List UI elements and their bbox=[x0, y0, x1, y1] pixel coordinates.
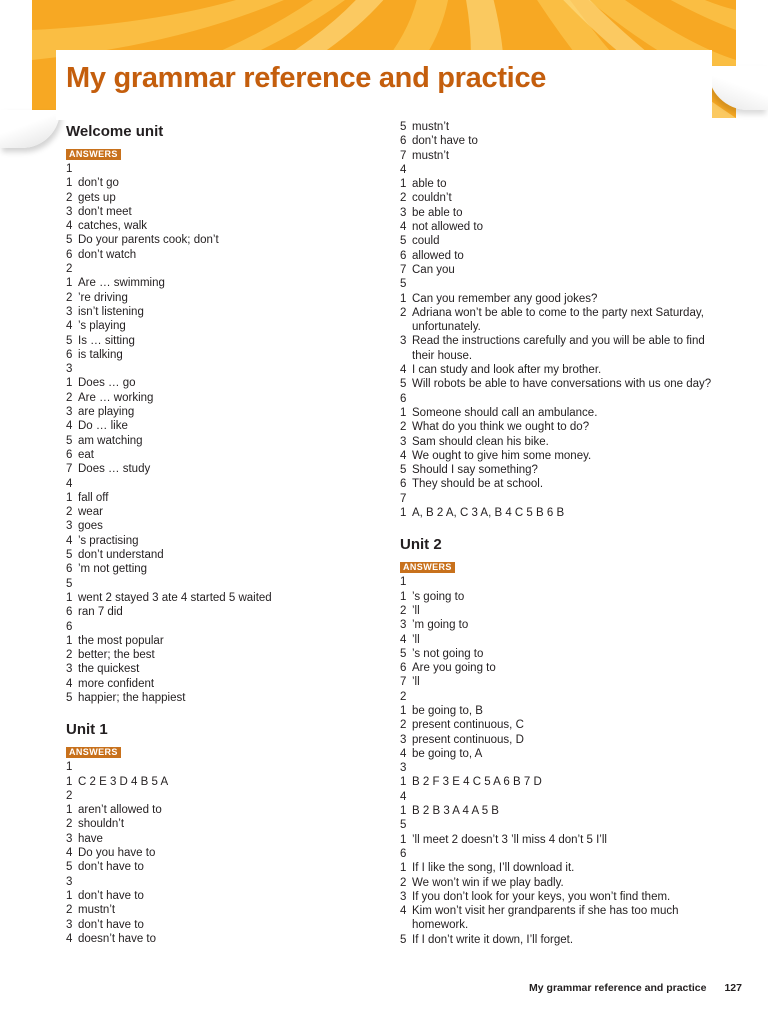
answer-text: are playing bbox=[78, 406, 135, 419]
item-number: 3 bbox=[66, 663, 73, 676]
answer-line bbox=[400, 134, 718, 148]
answer-line bbox=[400, 149, 718, 163]
answer-line bbox=[66, 903, 384, 917]
item-number: 3 bbox=[400, 619, 407, 632]
item-number: 1 bbox=[400, 776, 407, 789]
answer-text: present continuous, C bbox=[412, 719, 524, 732]
item-number: 4 bbox=[400, 747, 407, 760]
item-number: 5 bbox=[400, 647, 407, 660]
answer-line bbox=[66, 775, 384, 789]
answer-text: eat bbox=[78, 448, 94, 461]
item-number: 7 bbox=[66, 463, 73, 476]
item-number: 2 bbox=[66, 649, 73, 662]
exercise-number: 3 bbox=[400, 762, 407, 775]
answer-text: Someone should call an ambulance. bbox=[412, 406, 598, 419]
answer-text: mustn’t bbox=[78, 904, 116, 917]
item-number: 2 bbox=[66, 291, 73, 304]
item-number: 4 bbox=[66, 847, 73, 860]
answer-line bbox=[400, 675, 718, 689]
answer-text: catches, walk bbox=[78, 220, 148, 233]
item-number: 1 bbox=[400, 178, 407, 191]
answer-text: better; the best bbox=[78, 649, 155, 662]
answer-line bbox=[400, 206, 718, 220]
answer-text: ran 7 did bbox=[78, 606, 123, 619]
item-number: 3 bbox=[400, 335, 407, 348]
item-number: 1 bbox=[400, 862, 407, 875]
answer-line bbox=[400, 904, 718, 933]
answer-text: ’s not going to bbox=[412, 647, 484, 660]
answer-line bbox=[66, 918, 384, 932]
answer-line bbox=[400, 191, 718, 205]
item-number: 4 bbox=[66, 677, 73, 690]
answer-text: could bbox=[412, 235, 440, 248]
answer-line bbox=[66, 491, 384, 505]
answer-line bbox=[400, 718, 718, 732]
answer-line bbox=[66, 462, 384, 476]
page-title: My grammar reference and practice bbox=[66, 62, 547, 94]
answer-text: shouldn’t bbox=[78, 818, 125, 831]
answer-text: not allowed to bbox=[412, 221, 483, 234]
item-number: 5 bbox=[66, 861, 73, 874]
answer-line bbox=[66, 205, 384, 219]
answer-text: Does … study bbox=[78, 463, 151, 476]
answer-line bbox=[66, 662, 384, 676]
section-title: Unit 2 bbox=[400, 536, 442, 554]
exercise-number: 1 bbox=[66, 761, 73, 774]
item-number: 3 bbox=[66, 205, 73, 218]
item-number: 1 bbox=[400, 507, 407, 520]
answer-text: don’t understand bbox=[78, 549, 164, 562]
answer-text: mustn’t bbox=[412, 121, 450, 133]
item-number: 2 bbox=[400, 421, 407, 434]
answer-text: They should be at school. bbox=[412, 478, 544, 491]
answer-line bbox=[400, 618, 718, 632]
item-number: 5 bbox=[66, 434, 73, 447]
exercise-number: 7 bbox=[400, 492, 407, 505]
item-number: 2 bbox=[400, 876, 407, 889]
answer-line bbox=[66, 176, 384, 190]
left-column bbox=[66, 120, 384, 946]
exercise-number: 1 bbox=[66, 163, 73, 175]
item-number: 4 bbox=[400, 633, 407, 646]
exercise-number: 4 bbox=[400, 163, 407, 176]
answer-text: don’t have to bbox=[412, 135, 478, 148]
answer-line bbox=[400, 177, 718, 191]
answer-text: be going to, A bbox=[412, 747, 483, 760]
answer-text: ’ll meet 2 doesn’t 3 ’ll miss 4 don’t 5 I’ll bbox=[412, 833, 607, 846]
item-number: 1 bbox=[66, 634, 73, 647]
answer-text: able to bbox=[412, 178, 447, 191]
item-number: 3 bbox=[400, 435, 407, 448]
answer-line bbox=[400, 933, 718, 947]
item-number: 5 bbox=[400, 933, 407, 946]
answer-line bbox=[66, 305, 384, 319]
answer-line bbox=[400, 449, 718, 463]
item-number: 2 bbox=[66, 904, 73, 917]
item-number: 1 bbox=[400, 292, 407, 305]
answer-text: don’t have to bbox=[78, 918, 144, 931]
answer-text: is talking bbox=[78, 348, 123, 361]
answer-text: ’s playing bbox=[78, 320, 126, 333]
answer-text: Sam should clean his bike. bbox=[412, 435, 549, 448]
answer-text: If I like the song, I’ll download it. bbox=[412, 862, 575, 875]
answer-text: Do … like bbox=[78, 420, 128, 433]
answer-line bbox=[400, 420, 718, 434]
answer-line bbox=[400, 463, 718, 477]
item-number: 4 bbox=[66, 320, 73, 333]
answer-line bbox=[66, 832, 384, 846]
item-number: 6 bbox=[66, 606, 73, 619]
answer-line bbox=[400, 363, 718, 377]
answer-line bbox=[400, 406, 718, 420]
answer-text: Do you have to bbox=[78, 847, 156, 860]
item-number: 2 bbox=[400, 604, 407, 617]
answer-text: be going to, B bbox=[412, 704, 483, 717]
answer-text: don’t have to bbox=[78, 861, 144, 874]
item-number: 7 bbox=[400, 263, 407, 276]
answer-text: ’m not getting bbox=[78, 563, 148, 576]
answers-badge: ANSWERS bbox=[66, 149, 121, 160]
item-number: 3 bbox=[400, 890, 407, 903]
answer-text: went 2 stayed 3 ate 4 started 5 waited bbox=[78, 591, 272, 604]
answer-line bbox=[400, 435, 718, 449]
answer-line bbox=[400, 633, 718, 647]
answer-line bbox=[66, 605, 384, 619]
answer-line bbox=[66, 534, 384, 548]
answer-line bbox=[66, 817, 384, 831]
item-number: 1 bbox=[400, 590, 407, 603]
answer-line bbox=[66, 248, 384, 262]
answer-line bbox=[66, 634, 384, 648]
item-number: 2 bbox=[66, 391, 73, 404]
footer-title: My grammar reference and practice bbox=[529, 982, 707, 994]
item-number: 4 bbox=[400, 449, 407, 462]
item-number: 7 bbox=[400, 676, 407, 689]
exercise-number: 2 bbox=[66, 263, 73, 276]
answer-line bbox=[66, 391, 384, 405]
item-number: 3 bbox=[66, 520, 73, 533]
answer-line bbox=[66, 548, 384, 562]
answer-line bbox=[66, 376, 384, 390]
answers-row bbox=[400, 557, 718, 575]
item-number: 1 bbox=[66, 491, 73, 504]
answer-text: wear bbox=[78, 506, 103, 519]
answer-text: Are … swimming bbox=[78, 277, 165, 290]
item-number: 4 bbox=[400, 364, 407, 377]
exercise-number: 4 bbox=[66, 477, 73, 490]
item-number: 5 bbox=[66, 234, 73, 247]
answer-text: the most popular bbox=[78, 634, 164, 647]
answers-badge: ANSWERS bbox=[400, 562, 455, 573]
answer-text: Will robots be able to have conversations with us one day? bbox=[412, 378, 712, 391]
item-number: 6 bbox=[400, 662, 407, 675]
answer-line bbox=[66, 562, 384, 576]
section-title: Unit 1 bbox=[66, 721, 108, 739]
item-number: 6 bbox=[400, 478, 407, 491]
item-number: 3 bbox=[66, 305, 73, 318]
exercise-number: 5 bbox=[400, 278, 407, 291]
answer-line bbox=[66, 889, 384, 903]
answer-text: aren’t allowed to bbox=[78, 804, 162, 817]
answer-line bbox=[400, 590, 718, 604]
answer-text: ’re driving bbox=[78, 291, 128, 304]
answer-text: goes bbox=[78, 520, 103, 533]
answer-text: Can you remember any good jokes? bbox=[412, 292, 598, 305]
answer-line bbox=[66, 191, 384, 205]
item-number: 6 bbox=[400, 135, 407, 148]
answer-line bbox=[400, 861, 718, 875]
answer-text: ’s practising bbox=[78, 534, 139, 547]
answer-line bbox=[66, 519, 384, 533]
answer-text: am watching bbox=[78, 434, 143, 447]
answer-line bbox=[400, 733, 718, 747]
item-number: 1 bbox=[400, 406, 407, 419]
answer-text: ’ll bbox=[412, 676, 420, 689]
item-number: 6 bbox=[66, 348, 73, 361]
answer-text: more confident bbox=[78, 677, 155, 690]
item-number: 3 bbox=[66, 832, 73, 845]
answer-text: What do you think we ought to do? bbox=[412, 421, 590, 434]
answer-text: mustn’t bbox=[412, 149, 450, 162]
item-number: 4 bbox=[400, 905, 407, 918]
answer-text: don’t watch bbox=[78, 248, 137, 261]
item-number: 1 bbox=[66, 804, 73, 817]
item-number: 1 bbox=[400, 833, 407, 846]
answer-text: We won’t win if we play badly. bbox=[412, 876, 564, 889]
right-column bbox=[400, 120, 718, 947]
answer-text: Is … sitting bbox=[78, 334, 135, 347]
answer-line bbox=[400, 647, 718, 661]
answer-text: isn’t listening bbox=[78, 305, 144, 318]
exercise-number: 3 bbox=[66, 875, 73, 888]
answer-line bbox=[400, 120, 718, 134]
answer-text: the quickest bbox=[78, 663, 140, 676]
item-number: 5 bbox=[66, 549, 73, 562]
page-number: 127 bbox=[724, 982, 742, 994]
answer-line bbox=[400, 306, 718, 335]
answer-text: don’t go bbox=[78, 177, 119, 190]
answer-text: gets up bbox=[78, 191, 116, 204]
answer-text: Can you bbox=[412, 263, 455, 276]
exercise-number: 6 bbox=[66, 620, 73, 633]
answer-line bbox=[66, 291, 384, 305]
answer-line bbox=[66, 319, 384, 333]
exercise-number: 6 bbox=[400, 847, 407, 860]
answer-text: doesn’t have to bbox=[78, 932, 157, 945]
item-number: 4 bbox=[66, 220, 73, 233]
answer-text: happier; the happiest bbox=[78, 691, 186, 704]
answer-line bbox=[66, 648, 384, 662]
exercise-number: 2 bbox=[400, 690, 407, 703]
answer-text: If you don’t look for your keys, you won’t find them. bbox=[412, 890, 671, 903]
exercise-number: 3 bbox=[66, 363, 73, 376]
item-number: 5 bbox=[400, 235, 407, 248]
answer-line bbox=[400, 292, 718, 306]
answer-text: Does … go bbox=[78, 377, 136, 390]
answer-text: don’t have to bbox=[78, 889, 144, 902]
answer-text: A, B 2 A, C 3 A, B 4 C 5 B 6 B bbox=[412, 507, 565, 520]
answer-text: C 2 E 3 D 4 B 5 A bbox=[78, 775, 169, 788]
item-number: 5 bbox=[66, 691, 73, 704]
item-number: 7 bbox=[400, 149, 407, 162]
item-number: 4 bbox=[400, 221, 407, 234]
answers-row bbox=[66, 742, 384, 760]
answer-line bbox=[400, 876, 718, 890]
section-gap bbox=[66, 705, 384, 718]
answer-line bbox=[400, 833, 718, 847]
item-number: 5 bbox=[400, 378, 407, 391]
answer-text: allowed to bbox=[412, 249, 464, 262]
answer-text: ’ll bbox=[412, 604, 420, 617]
answer-line bbox=[66, 846, 384, 860]
item-number: 1 bbox=[66, 377, 73, 390]
answers-row bbox=[66, 144, 384, 162]
answer-text: I can study and look after my brother. bbox=[412, 364, 602, 377]
section-title: Welcome unit bbox=[66, 123, 164, 140]
item-number: 3 bbox=[400, 206, 407, 219]
answer-line bbox=[400, 604, 718, 618]
answer-line bbox=[400, 334, 718, 363]
exercise-number: 2 bbox=[66, 789, 73, 802]
answer-line bbox=[400, 263, 718, 277]
answer-text: B 2 F 3 E 4 C 5 A 6 B 7 D bbox=[412, 776, 542, 789]
page-curl-left bbox=[0, 110, 60, 148]
answer-line bbox=[66, 276, 384, 290]
answer-text: ’ll bbox=[412, 633, 420, 646]
item-number: 6 bbox=[66, 563, 73, 576]
answer-line bbox=[400, 234, 718, 248]
exercise-number: 5 bbox=[400, 819, 407, 832]
item-number: 5 bbox=[66, 334, 73, 347]
answer-line bbox=[400, 747, 718, 761]
answer-text: Are you going to bbox=[412, 662, 496, 675]
answer-line bbox=[400, 704, 718, 718]
answer-line bbox=[400, 775, 718, 789]
answer-line bbox=[400, 220, 718, 234]
answer-line bbox=[66, 860, 384, 874]
answer-text: Do your parents cook; don’t bbox=[78, 234, 219, 247]
item-number: 5 bbox=[400, 464, 407, 477]
answer-line bbox=[400, 249, 718, 263]
item-number: 2 bbox=[66, 506, 73, 519]
item-number: 3 bbox=[66, 918, 73, 931]
item-number: 1 bbox=[400, 704, 407, 717]
item-number: 1 bbox=[66, 775, 73, 788]
item-number: 3 bbox=[66, 406, 73, 419]
answers-badge: ANSWERS bbox=[66, 747, 121, 758]
answer-text: We ought to give him some money. bbox=[412, 449, 592, 462]
answer-line bbox=[66, 505, 384, 519]
item-number: 4 bbox=[66, 534, 73, 547]
answer-text: have bbox=[78, 832, 103, 845]
answer-line bbox=[400, 804, 718, 818]
answer-line bbox=[66, 591, 384, 605]
item-number: 1 bbox=[400, 805, 407, 818]
item-number: 1 bbox=[66, 177, 73, 190]
item-number: 1 bbox=[66, 591, 73, 604]
answer-text: Are … working bbox=[78, 391, 154, 404]
item-number: 1 bbox=[66, 277, 73, 290]
answer-text: present continuous, D bbox=[412, 733, 524, 746]
item-number: 4 bbox=[66, 932, 73, 945]
item-number: 3 bbox=[400, 733, 407, 746]
answer-text: ’s going to bbox=[412, 590, 465, 603]
answer-line bbox=[66, 334, 384, 348]
exercise-number: 1 bbox=[400, 576, 407, 589]
answer-text: Read the instructions carefully and you will be able to find their house. bbox=[412, 335, 705, 362]
answer-text: Kim won’t visit her grandparents if she has too much homework. bbox=[412, 905, 679, 932]
answer-line bbox=[400, 661, 718, 675]
answer-text: Adriana won’t be able to come to the party next Saturday, unfortunately. bbox=[412, 306, 704, 334]
page-footer bbox=[529, 982, 742, 994]
item-number: 6 bbox=[66, 448, 73, 461]
item-number: 2 bbox=[400, 719, 407, 732]
exercise-number: 5 bbox=[66, 577, 73, 590]
item-number: 1 bbox=[66, 889, 73, 902]
item-number: 2 bbox=[400, 192, 407, 205]
answer-line bbox=[66, 932, 384, 946]
answer-line bbox=[66, 219, 384, 233]
answer-line bbox=[66, 691, 384, 705]
answer-text: Should I say something? bbox=[412, 464, 538, 477]
answer-line bbox=[66, 803, 384, 817]
item-number: 5 bbox=[400, 121, 407, 133]
section-gap bbox=[400, 520, 718, 533]
exercise-number: 6 bbox=[400, 392, 407, 405]
item-number: 6 bbox=[66, 248, 73, 261]
item-number: 6 bbox=[400, 249, 407, 262]
answer-text: don’t meet bbox=[78, 205, 132, 218]
answer-line bbox=[400, 506, 718, 520]
item-number: 2 bbox=[400, 306, 407, 319]
answer-text: couldn’t bbox=[412, 192, 452, 205]
answer-text: be able to bbox=[412, 206, 463, 219]
answer-line bbox=[400, 477, 718, 491]
answer-line bbox=[66, 677, 384, 691]
answer-line bbox=[66, 233, 384, 247]
exercise-number: 4 bbox=[400, 790, 407, 803]
answer-line bbox=[66, 448, 384, 462]
answer-line bbox=[66, 405, 384, 419]
answer-line bbox=[400, 377, 718, 391]
answer-text: ’m going to bbox=[412, 619, 469, 632]
answer-text: fall off bbox=[78, 491, 109, 504]
item-number: 2 bbox=[66, 818, 73, 831]
item-number: 4 bbox=[66, 420, 73, 433]
answer-line bbox=[66, 419, 384, 433]
answer-text: If I don’t write it down, I’ll forget. bbox=[412, 933, 574, 946]
answer-text: B 2 B 3 A 4 A 5 B bbox=[412, 805, 499, 818]
answer-line bbox=[400, 890, 718, 904]
item-number: 2 bbox=[66, 191, 73, 204]
answer-line bbox=[66, 348, 384, 362]
answer-line bbox=[66, 434, 384, 448]
